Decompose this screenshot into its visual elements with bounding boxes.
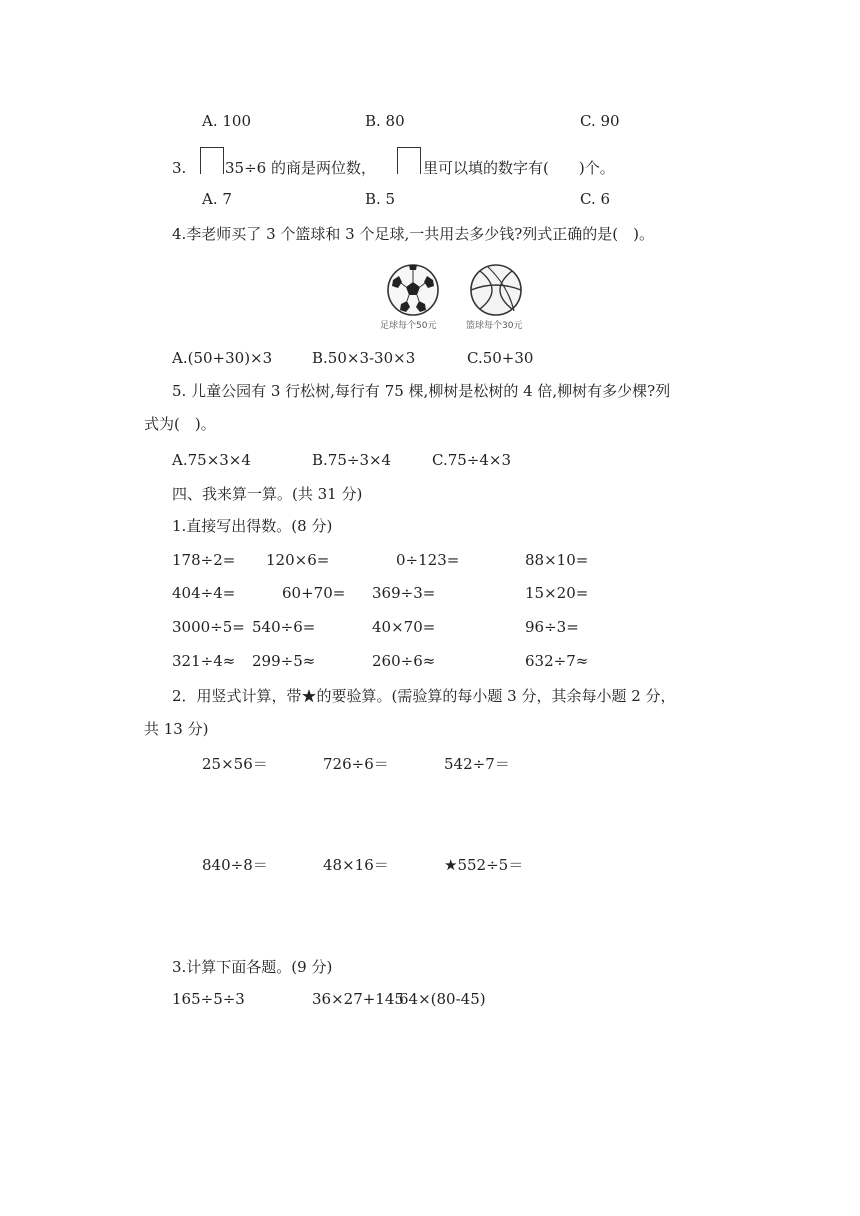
q3-blank-box-2 (397, 147, 421, 174)
section4-q3-title: 3.计算下面各题。(9 分) (172, 958, 333, 976)
section4-q1-title: 1.直接写出得数。(8 分) (172, 517, 333, 535)
vertical-calc-item: 726÷6＝ (323, 755, 389, 773)
q3-option-b: B. 5 (365, 190, 396, 208)
mental-math-item: 369÷3= (372, 584, 436, 602)
q2-option-a: A. 100 (202, 112, 251, 130)
q4-option-b: B.50×3-30×3 (312, 349, 416, 367)
q3-text-part1: 35÷6 的商是两位数， (225, 159, 376, 177)
football-image (385, 262, 441, 318)
q5-line1: 5. 儿童公园有 3 行松树,每行有 75 棵,柳树是松树的 4 倍,柳树有多少棵?列 (172, 382, 671, 400)
vertical-calc-item: 542÷7＝ (444, 755, 510, 773)
mental-math-item: 15×20= (525, 584, 589, 602)
mental-math-item: 178÷2= (172, 551, 236, 569)
mental-math-item: 96÷3= (525, 618, 579, 636)
q5-option-a: A.75×3×4 (172, 451, 251, 469)
q2-option-c: C. 90 (580, 112, 620, 130)
expression-item: 165÷5÷3 (172, 990, 245, 1008)
q4-question: 4.李老师买了 3 个篮球和 3 个足球,一共用去多少钱?列式正确的是( )。 (172, 225, 654, 243)
vertical-calc-item: 25×56＝ (202, 755, 268, 773)
q5-option-c: C.75÷4×3 (432, 451, 512, 469)
mental-math-item: 40×70= (372, 618, 436, 636)
mental-math-item: 299÷5≈ (252, 652, 316, 670)
expression-item: 36×27+145 (312, 990, 404, 1008)
q4-option-c: C.50+30 (467, 349, 534, 367)
section4-q2-line1: 2．用竖式计算，带★的要验算。(需验算的每小题 3 分，其余每小题 2 分， (172, 687, 676, 705)
mental-math-item: 120×6= (266, 551, 330, 569)
q2-option-b: B. 80 (365, 112, 405, 130)
football-price-caption: 足球每个50元 (380, 321, 437, 331)
mental-math-item: 0÷123= (396, 551, 460, 569)
mental-math-item: 3000÷5= (172, 618, 245, 636)
mental-math-item: 88×10= (525, 551, 589, 569)
mental-math-item: 632÷7≈ (525, 652, 589, 670)
q3-blank-box-1 (200, 147, 224, 174)
mental-math-item: 540÷6= (252, 618, 316, 636)
vertical-calc-item: 48×16＝ (323, 856, 389, 874)
expression-item: 64×(80-45) (399, 990, 486, 1008)
q3-option-a: A. 7 (202, 190, 232, 208)
mental-math-item: 321÷4≈ (172, 652, 236, 670)
vertical-calc-item: 840÷8＝ (202, 856, 268, 874)
q3-number: 3. (172, 159, 187, 177)
mental-math-item: 404÷4= (172, 584, 236, 602)
section4-title: 四、我来算一算。(共 31 分) (172, 485, 363, 503)
q3-option-c: C. 6 (580, 190, 611, 208)
q4-option-a: A.(50+30)×3 (172, 349, 273, 367)
basketball-image (468, 262, 524, 318)
q5-line2: 式为( )。 (144, 415, 216, 433)
basketball-price-caption: 篮球每个30元 (466, 321, 523, 331)
mental-math-item: 60+70= (282, 584, 346, 602)
q3-text-part2: 里可以填的数字有( )个。 (423, 159, 615, 177)
section4-q2-line2: 共 13 分) (144, 720, 209, 738)
q5-option-b: B.75÷3×4 (312, 451, 392, 469)
vertical-calc-item: ★552÷5＝ (444, 856, 524, 874)
mental-math-item: 260÷6≈ (372, 652, 436, 670)
